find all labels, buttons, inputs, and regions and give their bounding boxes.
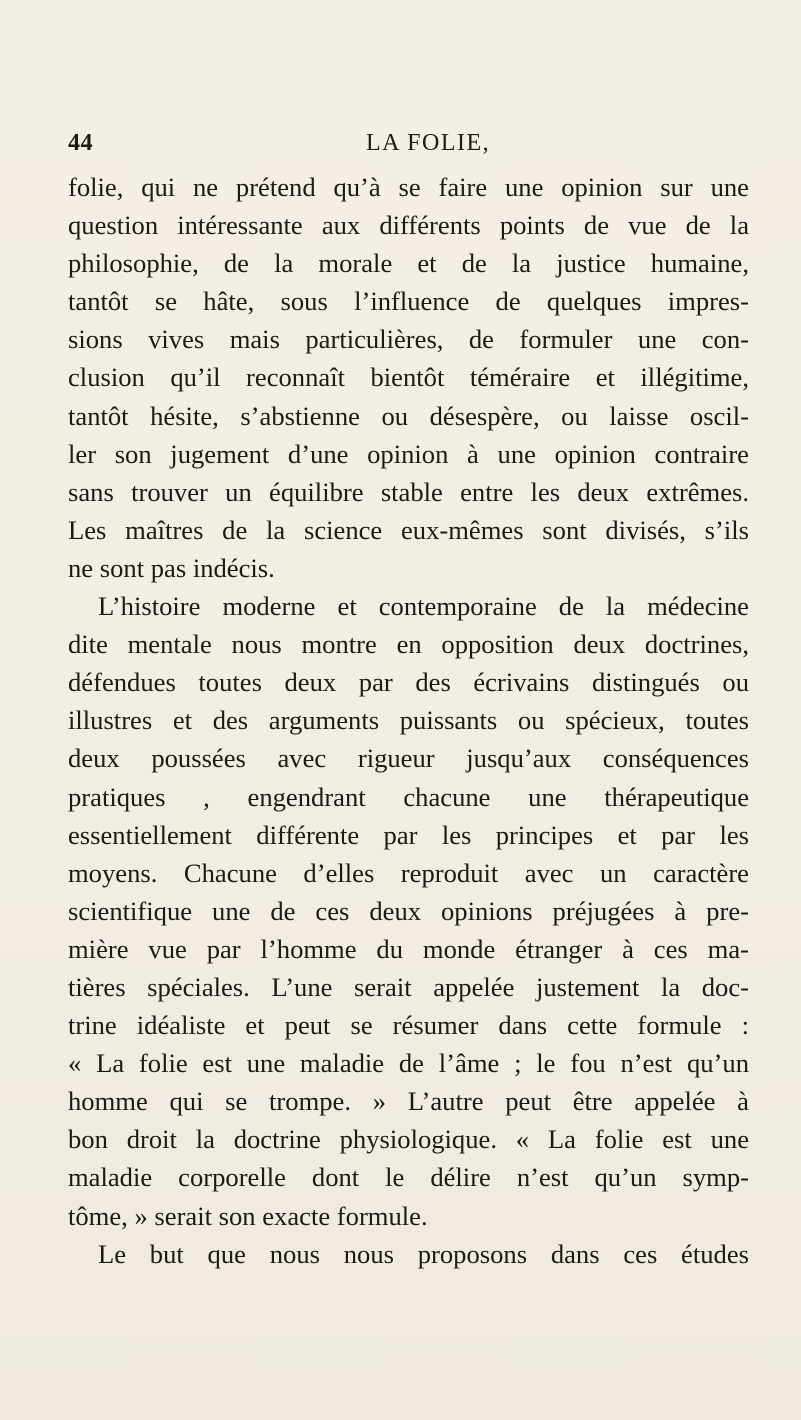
text-line: essentiellement différente par les principes et par les <box>68 819 749 850</box>
text-line: trine idéaliste et peut se résumer dans cette formule : <box>68 1010 749 1041</box>
running-title: LA FOLIE, <box>366 130 491 156</box>
text-line: bon droit la doctrine physiologique. « La folie est une <box>68 1124 749 1155</box>
text-line: Les maîtres de la science eux-mêmes sont divisés, s’ils <box>68 514 749 545</box>
text-line: folie, qui ne prétend qu’à se faire une opinion sur une <box>68 172 749 202</box>
text-line: ne sont pas indécis. <box>68 552 275 583</box>
text-line: philosophie, de la morale et de la justice humaine, <box>68 248 749 279</box>
text-line: sans trouver un équilibre stable entre les deux extrêmes. <box>68 476 749 507</box>
text-line: tières spéciales. L’une serait appelée justement la doc- <box>68 971 749 1002</box>
text-line: scientifique une de ces deux opinions préjugées à pre- <box>68 895 749 926</box>
text-line: défendues toutes deux par des écrivains distingués ou <box>68 667 749 698</box>
paragraph-start-line: Le but que nous nous proposons dans ces études <box>98 1238 749 1269</box>
text-line: question intéressante aux différents points de vue de la <box>68 210 749 241</box>
text-line: « La folie est une maladie de l’âme ; le fou n’est qu’un <box>68 1048 749 1079</box>
text-line: tantôt se hâte, sous l’influence de quelques impres- <box>68 286 749 317</box>
page-number: 44 <box>68 130 93 156</box>
body-text <box>68 168 749 1273</box>
text-line: moyens. Chacune d’elles reproduit avec un caractère <box>68 857 749 888</box>
text-line: pratiques , engendrant chacune une thérapeutique <box>68 781 749 812</box>
page-header <box>68 130 748 166</box>
text-line: deux poussées avec rigueur jusqu’aux conséquences <box>68 743 749 774</box>
text-line: illustres et des arguments puissants ou spécieux, toutes <box>68 705 749 736</box>
text-line: tôme, » serait son exacte formule. <box>68 1200 428 1231</box>
text-line: homme qui se trompe. » L’autre peut être appelée à <box>68 1086 749 1117</box>
text-line: tantôt hésite, s’abstienne ou désespère, ou laisse oscil- <box>68 400 749 431</box>
paragraph-start-line: L’histoire moderne et contemporaine de la médecine <box>98 591 749 622</box>
text-line: clusion qu’il reconnaît bientôt téméraire et illégitime, <box>68 362 749 393</box>
text-line: dite mentale nous montre en opposition deux doctrines, <box>68 629 749 660</box>
text-line: mière vue par l’homme du monde étranger à ces ma- <box>68 933 749 964</box>
text-line: maladie corporelle dont le délire n’est qu’un symp- <box>68 1162 749 1193</box>
text-line: ler son jugement d’une opinion à une opinion contraire <box>68 438 749 469</box>
text-line: sions vives mais particulières, de formuler une con- <box>68 324 749 355</box>
